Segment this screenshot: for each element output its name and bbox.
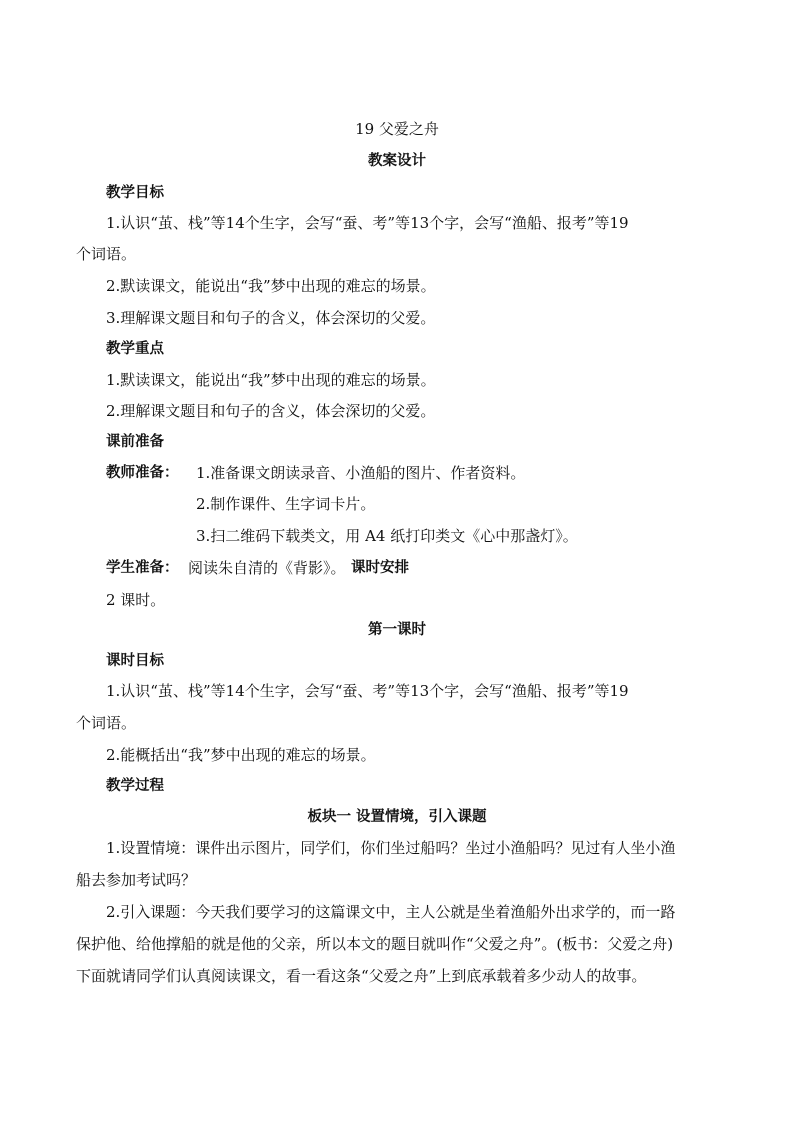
schedule-heading: 课时安排 <box>351 560 409 576</box>
teaching-goal-1: 1.认识“茧、栈”等14个生字，会写“蚕、考”等13个字，会写“渔船、报考”等19 <box>106 214 629 232</box>
teacher-prep-item-1: 1.准备课文朗读录音、小渔船的图片、作者资料。 <box>196 464 526 482</box>
lesson-goal-1-cont: 个词语。 <box>76 714 137 732</box>
lesson-goals-heading: 课时目标 <box>106 653 164 669</box>
teaching-goal-2: 2.默读课文，能说出“我”梦中出现的难忘的场景。 <box>106 277 436 295</box>
student-prep-label: 学生准备： <box>106 560 179 576</box>
student-prep-text: 阅读朱自清的《背影》。 <box>188 559 346 577</box>
block-one-paragraph-1-line-2: 船去参加考试吗？ <box>76 871 197 889</box>
key-point-1: 1.默读课文，能说出“我”梦中出现的难忘的场景。 <box>106 371 436 389</box>
lesson-goal-1: 1.认识“茧、栈”等14个生字，会写“蚕、考”等13个字，会写“渔船、报考”等19 <box>106 682 629 700</box>
key-point-2: 2.理解课文题目和句子的含义，体会深切的父爱。 <box>106 402 436 420</box>
key-points-heading: 教学重点 <box>106 341 164 357</box>
block-one-paragraph-2-line-2: 保护他、给他撑船的就是他的父亲，所以本文的题目就叫作“父爱之舟”。(板书：父爱之舟) <box>76 935 674 953</box>
block-one-paragraph-2-line-1: 2.引入课题：今天我们要学习的这篇课文中，主人公就是坐着渔船外出求学的，而一路 <box>106 903 676 921</box>
document-title: 19 父爱之舟 <box>355 120 439 138</box>
teaching-goal-3: 3.理解课文题目和句子的含义，体会深切的父爱。 <box>106 309 436 327</box>
block-one-paragraph-1-line-1: 1.设置情境：课件出示图片，同学们，你们坐过船吗？坐过小渔船吗？见过有人坐小渔 <box>106 839 676 857</box>
process-heading: 教学过程 <box>106 778 164 794</box>
lesson-one-heading: 第一课时 <box>368 622 426 638</box>
document-subtitle: 教案设计 <box>368 153 426 169</box>
block-one-heading: 板块一 设置情境，引入课题 <box>307 809 487 825</box>
teaching-goal-1-cont: 个词语。 <box>76 245 137 263</box>
lesson-goal-2: 2.能概括出“我”梦中出现的难忘的场景。 <box>106 746 376 764</box>
teacher-prep-item-3: 3.扫二维码下载类文，用 A4 纸打印类文《心中那盏灯》。 <box>196 527 578 545</box>
preparation-heading: 课前准备 <box>106 434 164 450</box>
teacher-prep-item-2: 2.制作课件、生字词卡片。 <box>196 495 376 513</box>
block-one-paragraph-2-line-3: 下面就请同学们认真阅读课文，看一看这条“父爱之舟”上到底承载着多少动人的故事。 <box>76 967 647 985</box>
teacher-prep-label: 教师准备： <box>106 465 179 481</box>
teaching-goals-heading: 教学目标 <box>106 185 164 201</box>
schedule-text: 2 课时。 <box>106 591 166 609</box>
